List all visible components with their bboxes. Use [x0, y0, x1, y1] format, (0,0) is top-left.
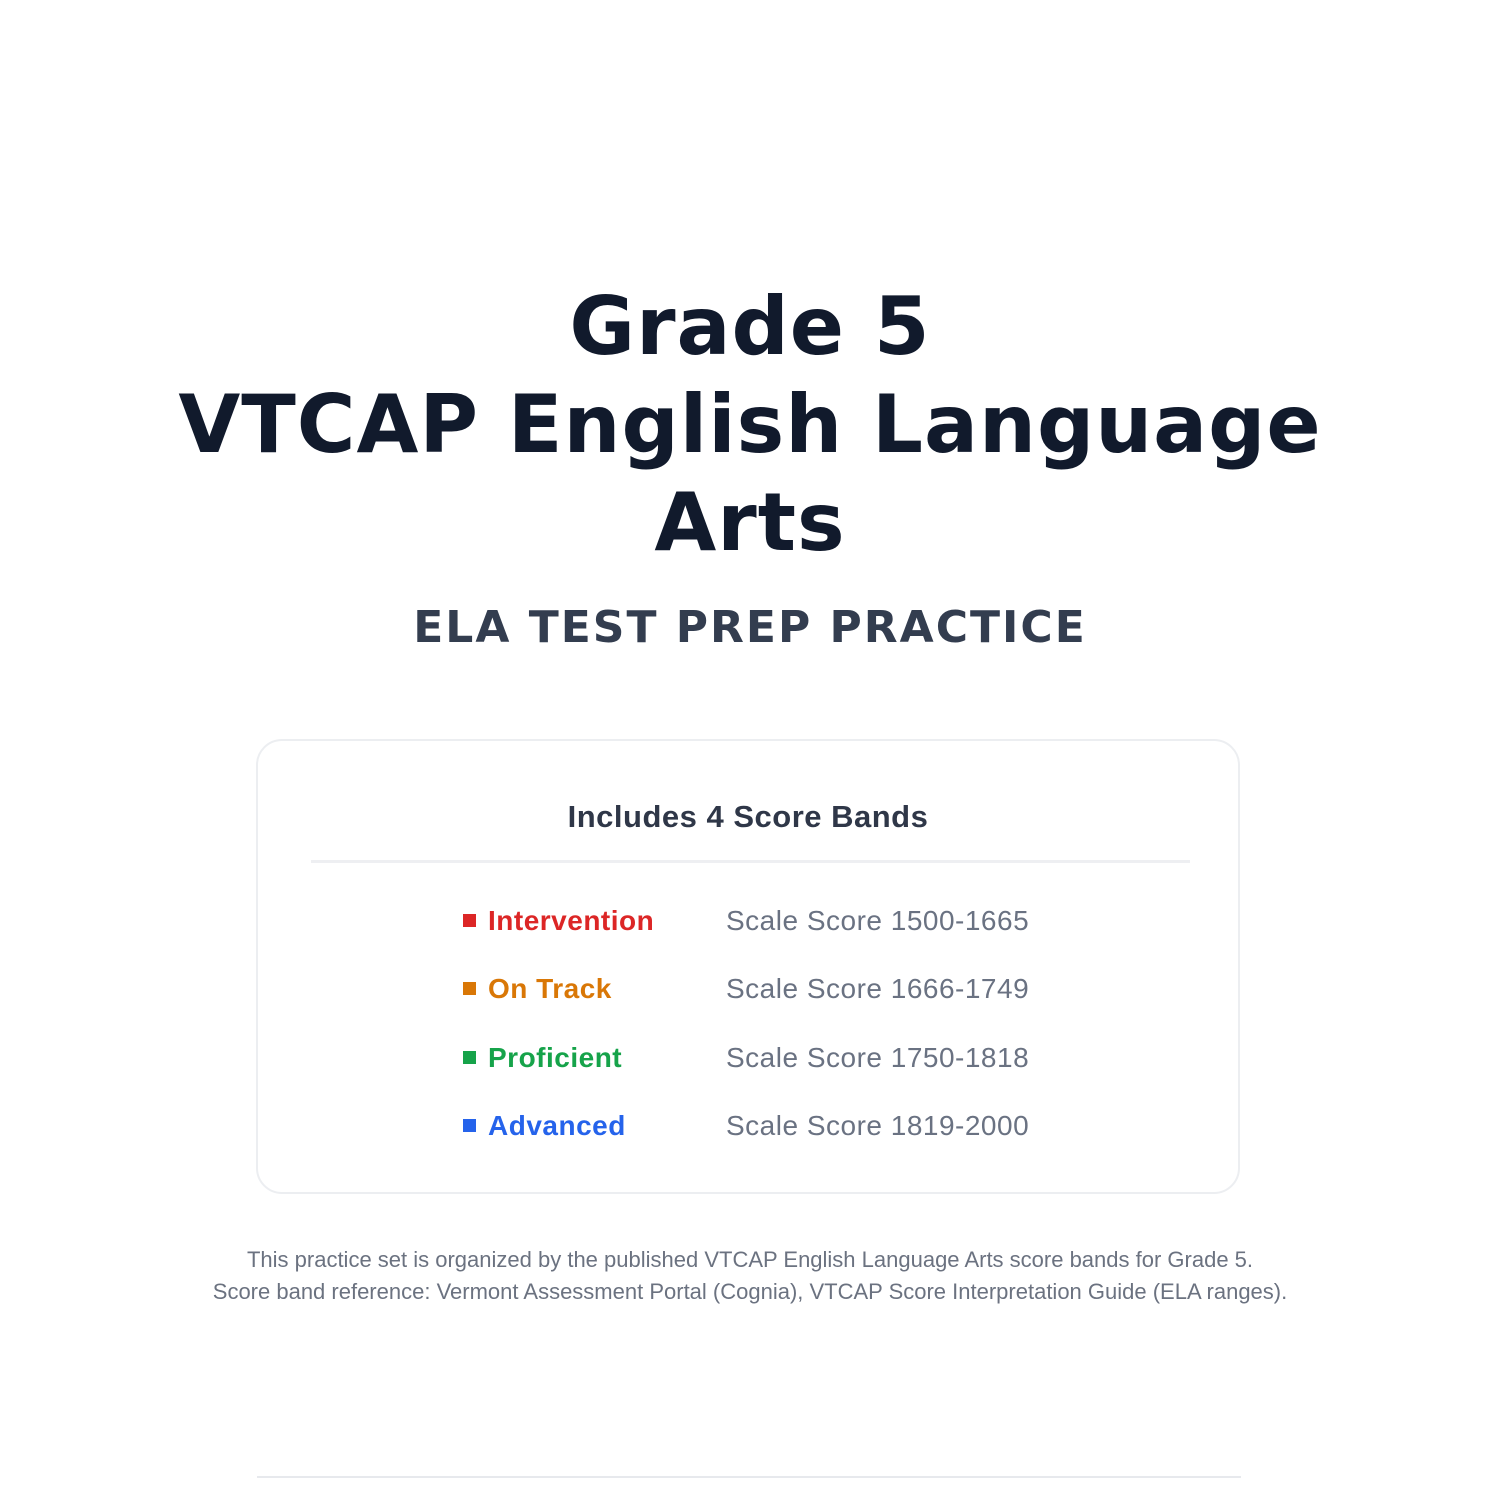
- band-label: On Track: [488, 973, 612, 1004]
- score-bands-heading: Includes 4 Score Bands: [567, 799, 929, 834]
- band-label: Proficient: [488, 1042, 623, 1073]
- band-range-intervention: Scale Score 1500-1665: [726, 905, 1030, 936]
- bottom-divider: [257, 1476, 1241, 1478]
- footnote-reference: Score band reference: Vermont Assessment Portal (Cognia), VTCAP Score Interpretation Guide (ELA ranges).: [212, 1279, 1288, 1304]
- band-name-intervention: [463, 901, 654, 941]
- square-icon: [463, 1119, 476, 1132]
- band-range-proficient: Scale Score 1750-1818: [726, 1042, 1030, 1073]
- square-icon: [463, 914, 476, 927]
- band-row-proficient: [463, 1038, 1163, 1078]
- band-range-advanced: Scale Score 1819-2000: [726, 1110, 1030, 1141]
- page-subtitle: ELA TEST PREP PRACTICE: [413, 602, 1087, 653]
- band-name-on-track: [463, 969, 612, 1009]
- band-row-on-track: [463, 969, 1163, 1009]
- page-title: [0, 278, 1500, 572]
- footnote: [150, 1244, 1350, 1308]
- title-subject-continued: Arts: [654, 476, 846, 569]
- card-divider: [311, 860, 1190, 863]
- band-row-advanced: [463, 1106, 1163, 1146]
- band-name-advanced: [463, 1106, 626, 1146]
- score-bands-card: [256, 739, 1240, 1194]
- title-subject: VTCAP English Language: [178, 378, 1322, 471]
- footnote-line: This practice set is organized by the published VTCAP English Language Arts score bands for Grade 5.: [246, 1247, 1254, 1272]
- band-label: Advanced: [488, 1110, 626, 1141]
- square-icon: [463, 1051, 476, 1064]
- title-grade: Grade 5: [569, 280, 931, 373]
- band-name-proficient: [463, 1038, 622, 1078]
- square-icon: [463, 982, 476, 995]
- band-range-on-track: Scale Score 1666-1749: [726, 973, 1030, 1004]
- band-row-intervention: [463, 901, 1163, 941]
- band-label: Intervention: [488, 905, 655, 936]
